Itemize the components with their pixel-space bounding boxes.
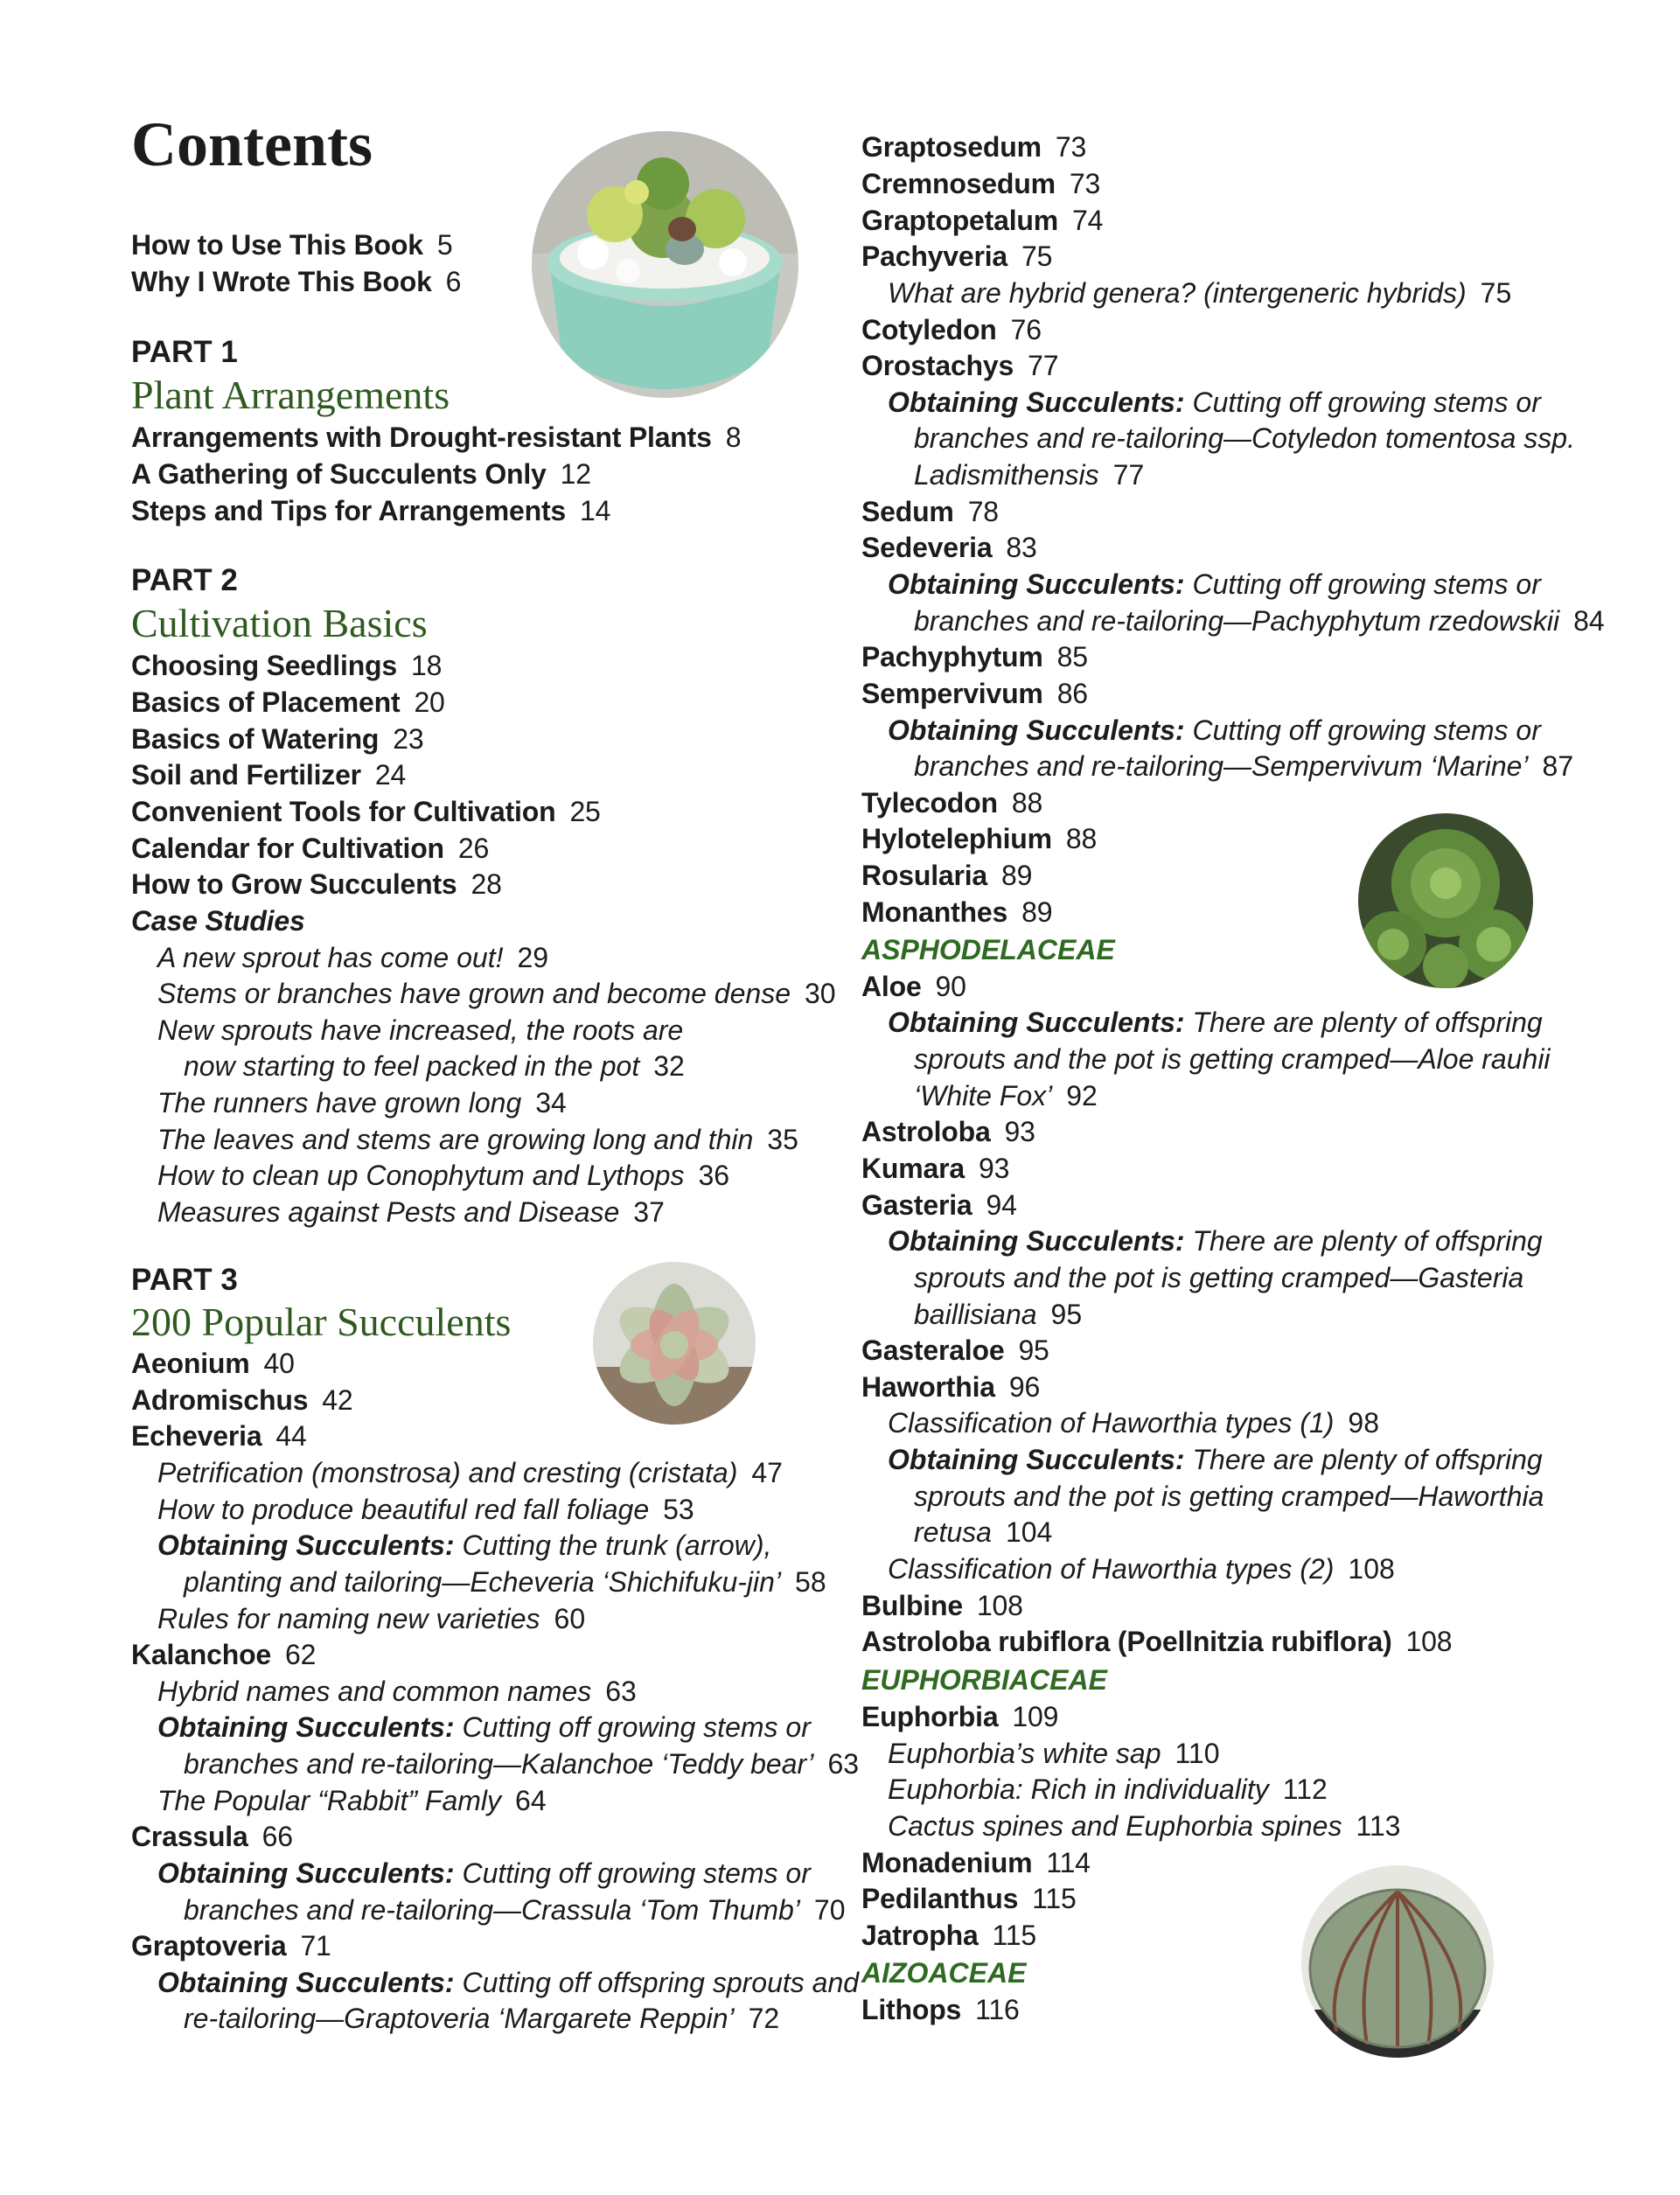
part-title: 200 Popular Succulents — [131, 1300, 512, 1344]
toc-subentry[interactable]: Measures against Pests and Disease 37 — [157, 1196, 665, 1228]
toc-subentry[interactable]: Obtaining Succulents: Cutting off growing stems or — [157, 1857, 811, 1889]
toc-entry[interactable]: Graptosedum 73 — [861, 131, 1087, 163]
toc-entry[interactable]: Sempervivum 86 — [861, 678, 1088, 709]
toc-entry[interactable]: Soil and Fertilizer 24 — [131, 759, 407, 791]
toc-subentry[interactable]: New sprouts have increased, the roots are — [157, 1014, 684, 1046]
toc-subentry-continued[interactable]: re-tailoring—Graptoveria ‘Margarete Reppin’ 72 — [184, 2003, 780, 2034]
toc-entry[interactable]: Orostachys 77 — [861, 350, 1059, 381]
toc-entry[interactable]: Cotyledon 76 — [861, 314, 1042, 345]
toc-entry[interactable]: Lithops 116 — [861, 1994, 1020, 2025]
toc-entry[interactable]: Bulbine 108 — [861, 1590, 1023, 1621]
toc-entry[interactable]: Aeonium 40 — [131, 1348, 295, 1379]
toc-entry[interactable]: Jatropha 115 — [861, 1920, 1036, 1951]
toc-subentry[interactable]: Classification of Haworthia types (2) 108 — [888, 1553, 1395, 1585]
part-label: PART 3 — [131, 1263, 238, 1297]
toc-subentry[interactable]: Obtaining Succulents: Cutting off growing stems or — [888, 714, 1541, 746]
toc-entry[interactable]: Euphorbia 109 — [861, 1701, 1059, 1732]
toc-subentry[interactable]: Rules for naming new varieties 60 — [157, 1603, 586, 1634]
succulent-arrangement-photo — [532, 131, 798, 398]
toc-subentry[interactable]: The runners have grown long 34 — [157, 1087, 567, 1118]
toc-entry[interactable]: Monanthes 89 — [861, 896, 1053, 928]
toc-entry[interactable]: Haworthia 96 — [861, 1371, 1041, 1403]
toc-subentry-continued[interactable]: branches and re-tailoring—Cotyledon tomentosa ssp. — [914, 422, 1575, 454]
toc-entry[interactable]: How to Grow Succulents 28 — [131, 868, 502, 900]
toc-subentry-continued[interactable]: planting and tailoring—Echeveria ‘Shichifuku-jin’ 58 — [184, 1566, 826, 1598]
toc-subentry[interactable]: A new sprout has come out! 29 — [157, 942, 549, 973]
toc-entry[interactable]: Astroloba 93 — [861, 1116, 1035, 1147]
section-heading: Case Studies — [131, 905, 305, 937]
toc-entry[interactable]: Gasteria 94 — [861, 1189, 1017, 1221]
toc-entry[interactable]: Arrangements with Drought-resistant Plants 8 — [131, 422, 742, 453]
sempervivum-photo — [1358, 813, 1533, 988]
toc-entry[interactable]: Sedeveria 83 — [861, 532, 1037, 563]
toc-entry[interactable]: Kalanchoe 62 — [131, 1639, 317, 1670]
toc-entry[interactable]: Why I Wrote This Book 6 — [131, 266, 462, 297]
toc-subentry-continued[interactable]: ‘White Fox’ 92 — [914, 1080, 1098, 1111]
toc-entry[interactable]: Astroloba rubiflora (Poellnitzia rubiflora) 108 — [861, 1626, 1453, 1657]
toc-subentry[interactable]: The leaves and stems are growing long and thin 35 — [157, 1124, 798, 1155]
part-title: Plant Arrangements — [131, 373, 450, 417]
toc-subentry[interactable]: Obtaining Succulents: Cutting off growing stems or — [888, 387, 1541, 418]
family-heading: EUPHORBIACEAE — [861, 1664, 1107, 1696]
toc-subentry[interactable]: Obtaining Succulents: Cutting off growing stems or — [157, 1711, 811, 1743]
toc-entry[interactable]: Rosularia 89 — [861, 860, 1033, 891]
toc-subentry-continued[interactable]: Ladismithensis 77 — [914, 459, 1145, 491]
toc-subentry[interactable]: The Popular “Rabbit” Famly 64 — [157, 1785, 547, 1816]
toc-subentry-continued[interactable]: sprouts and the pot is getting cramped—Aloe rauhii — [914, 1043, 1551, 1075]
toc-subentry[interactable]: Obtaining Succulents: Cutting the trunk (arrow), — [157, 1530, 772, 1561]
toc-subentry[interactable]: How to clean up Conophytum and Lythops 36 — [157, 1160, 730, 1191]
toc-subentry[interactable]: Obtaining Succulents: There are plenty of offspring — [888, 1007, 1543, 1038]
toc-entry[interactable]: Cremnosedum 73 — [861, 168, 1101, 199]
toc-entry[interactable]: Hylotelephium 88 — [861, 823, 1098, 854]
toc-entry[interactable]: Basics of Placement 20 — [131, 686, 445, 718]
toc-entry[interactable]: Pachyphytum 85 — [861, 641, 1088, 672]
toc-subentry-continued[interactable]: branches and re-tailoring—Sempervivum ‘Marine’ 87 — [914, 750, 1574, 782]
toc-entry[interactable]: Graptopetalum 74 — [861, 205, 1104, 236]
toc-subentry[interactable]: Euphorbia’s white sap 110 — [888, 1738, 1220, 1769]
toc-subentry[interactable]: Petrification (monstrosa) and cresting (cristata) 47 — [157, 1457, 783, 1488]
toc-subentry[interactable]: Obtaining Succulents: There are plenty of offspring — [888, 1444, 1543, 1475]
echeveria-photo — [593, 1262, 756, 1425]
toc-entry[interactable]: Basics of Watering 23 — [131, 723, 424, 755]
toc-subentry[interactable]: Classification of Haworthia types (1) 98 — [888, 1407, 1380, 1439]
toc-subentry[interactable]: Cactus spines and Euphorbia spines 113 — [888, 1810, 1401, 1842]
toc-subentry-continued[interactable]: retusa 104 — [914, 1516, 1053, 1548]
toc-entry[interactable]: Calendar for Cultivation 26 — [131, 833, 490, 864]
toc-subentry-continued[interactable]: baillisiana 95 — [914, 1299, 1083, 1330]
toc-subentry[interactable]: Obtaining Succulents: Cutting off growing stems or — [888, 568, 1541, 600]
toc-subentry-continued[interactable]: sprouts and the pot is getting cramped—Gasteria — [914, 1262, 1524, 1293]
toc-subentry-continued[interactable]: branches and re-tailoring—Kalanchoe ‘Teddy bear’ 63 — [184, 1748, 860, 1780]
toc-subentry-continued[interactable]: branches and re-tailoring—Crassula ‘Tom Thumb’ 70 — [184, 1894, 846, 1926]
toc-entry[interactable]: Graptoveria 71 — [131, 1930, 331, 1962]
euphorbia-obesa-photo — [1301, 1865, 1494, 2058]
part-title: Cultivation Basics — [131, 601, 428, 645]
toc-subentry[interactable]: Obtaining Succulents: Cutting off offspring sprouts and — [157, 1967, 860, 1998]
toc-subentry[interactable]: How to produce beautiful red fall foliage 53 — [157, 1494, 694, 1525]
toc-subentry[interactable]: Euphorbia: Rich in individuality 112 — [888, 1773, 1328, 1805]
toc-entry[interactable]: Aloe 90 — [861, 971, 966, 1002]
toc-subentry[interactable]: Obtaining Succulents: There are plenty of offspring — [888, 1225, 1543, 1257]
toc-entry[interactable]: Convenient Tools for Cultivation 25 — [131, 796, 601, 827]
toc-entry[interactable]: Pedilanthus 115 — [861, 1883, 1077, 1914]
toc-entry[interactable]: Choosing Seedlings 18 — [131, 650, 443, 681]
toc-entry[interactable]: Pachyveria 75 — [861, 240, 1053, 272]
toc-entry[interactable]: Sedum 78 — [861, 496, 999, 527]
part-label: PART 1 — [131, 335, 238, 369]
page-title: Contents — [131, 109, 373, 179]
toc-subentry-continued[interactable]: now starting to feel packed in the pot 32 — [184, 1050, 685, 1082]
toc-subentry[interactable]: What are hybrid genera? (intergeneric hybrids) 75 — [888, 277, 1512, 309]
toc-subentry[interactable]: Hybrid names and common names 63 — [157, 1676, 637, 1707]
toc-entry[interactable]: Monadenium 114 — [861, 1847, 1091, 1878]
family-heading: ASPHODELACEAE — [861, 934, 1115, 965]
toc-subentry-continued[interactable]: branches and re-tailoring—Pachyphytum rzedowskii 84 — [914, 605, 1605, 637]
toc-subentry[interactable]: Stems or branches have grown and become dense 30 — [157, 978, 836, 1009]
toc-entry[interactable]: A Gathering of Succulents Only 12 — [131, 458, 591, 490]
toc-entry[interactable]: Tylecodon 88 — [861, 787, 1043, 819]
toc-entry[interactable]: How to Use This Book 5 — [131, 229, 453, 261]
part-label: PART 2 — [131, 563, 238, 597]
toc-entry[interactable]: Crassula 66 — [131, 1821, 293, 1852]
toc-entry[interactable]: Kumara 93 — [861, 1153, 1010, 1184]
toc-entry[interactable]: Gasteraloe 95 — [861, 1334, 1049, 1366]
toc-entry[interactable]: Steps and Tips for Arrangements 14 — [131, 495, 611, 526]
toc-subentry-continued[interactable]: sprouts and the pot is getting cramped—Haworthia — [914, 1481, 1544, 1512]
toc-entry[interactable]: Adromischus 42 — [131, 1384, 353, 1416]
family-heading: AIZOACEAE — [861, 1957, 1027, 1989]
toc-entry[interactable]: Echeveria 44 — [131, 1420, 307, 1452]
